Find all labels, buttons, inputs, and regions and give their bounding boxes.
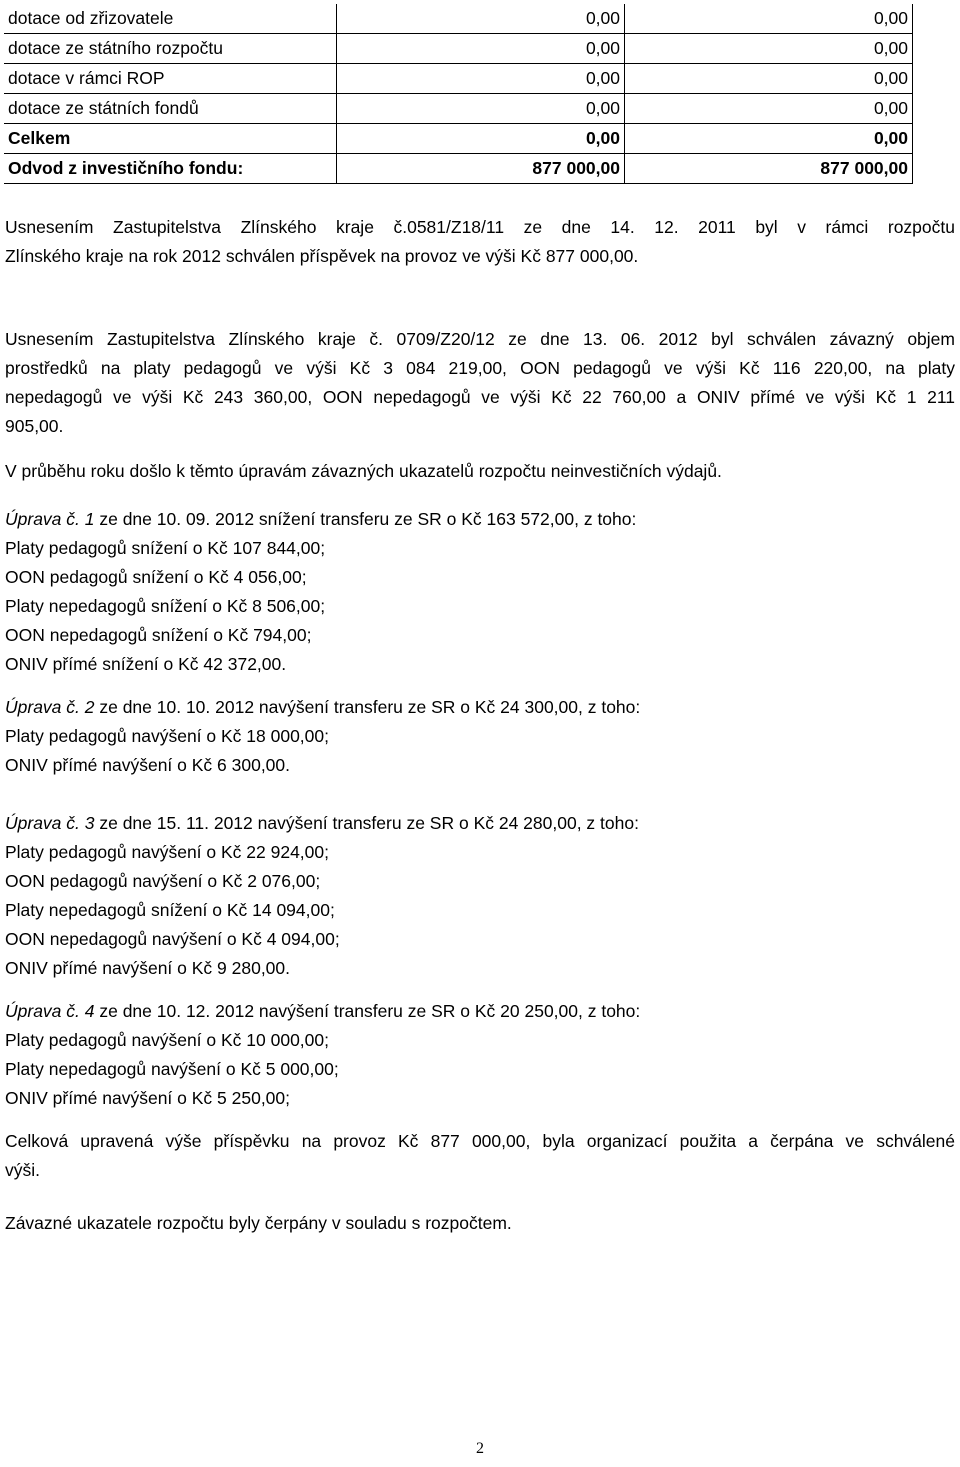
paragraph-binding-volume <box>5 325 955 441</box>
row-label: dotace ze státních fondů <box>4 94 337 124</box>
adjustment-item: Platy pedagogů navýšení o Kč 10 000,00; <box>5 1030 329 1050</box>
adjustment-item: Platy nepedagogů snížení o Kč 14 094,00; <box>5 900 335 920</box>
adjustment-item: OON nepedagogů snížení o Kč 794,00; <box>5 625 312 645</box>
adjustment-item: ONIV přímé navýšení o Kč 6 300,00. <box>5 755 291 775</box>
funding-table-body <box>4 4 913 184</box>
adjustment-label: Úprava č. 1 <box>5 509 95 529</box>
table-row <box>4 124 913 154</box>
paragraph-line: Zlínského kraje na rok 2012 schválen příspěvek na provoz ve výši Kč 877 000,00. <box>5 246 639 266</box>
adjustment-item: ONIV přímé navýšení o Kč 9 280,00. <box>5 958 291 978</box>
paragraph-line: Celková upravená výše příspěvku na provoz Kč 877 000,00, byla organizací použita a čerpána ve schválené <box>5 1131 955 1151</box>
adjustment-item: Platy nepedagogů snížení o Kč 8 506,00; <box>5 596 326 616</box>
adjustment-description: ze dne 10. 12. 2012 navýšení transferu ze SR o Kč 20 250,00, z toho: <box>94 1001 641 1021</box>
adjustment-description: ze dne 10. 09. 2012 snížení transferu ze SR o Kč 163 572,00, z toho: <box>94 509 637 529</box>
table-row <box>4 154 913 184</box>
adjustment-block <box>5 809 955 983</box>
paragraph-approval-2011 <box>5 213 955 271</box>
adjustment-label: Úprava č. 4 <box>5 1001 95 1021</box>
paragraph-line: Usnesením Zastupitelstva Zlínského kraje č.0581/Z18/11 ze dne 14. 12. 2011 byl v rámci rozpočtu <box>5 217 955 237</box>
row-value-1: 0,00 <box>337 124 625 154</box>
row-value-1: 0,00 <box>337 64 625 94</box>
adjustment-item: OON pedagogů snížení o Kč 4 056,00; <box>5 567 307 587</box>
row-value-2: 0,00 <box>625 64 913 94</box>
funding-table <box>4 4 913 184</box>
row-label: dotace od zřizovatele <box>4 4 337 34</box>
adjustment-item: ONIV přímé snížení o Kč 42 372,00. <box>5 654 287 674</box>
adjustment-heading <box>5 505 955 534</box>
adjustment-item: ONIV přímé navýšení o Kč 5 250,00; <box>5 1088 291 1108</box>
paragraph-adjustments-intro <box>5 457 955 486</box>
adjustment-heading <box>5 693 955 722</box>
table-row <box>4 94 913 124</box>
adjustment-block <box>5 997 955 1113</box>
paragraph-line: 905,00. <box>5 416 64 436</box>
row-value-1: 0,00 <box>337 4 625 34</box>
adjustment-item: Platy pedagogů snížení o Kč 107 844,00; <box>5 538 326 558</box>
row-label: Odvod z investičního fondu: <box>4 154 337 184</box>
paragraph-line: prostředků na platy pedagogů ve výši Kč 3 084 219,00, OON pedagogů ve výši Kč 116 220,00, na platy <box>5 358 955 378</box>
paragraph-conclusion <box>5 1209 955 1238</box>
row-value-2: 0,00 <box>625 34 913 64</box>
paragraph-line: V průběhu roku došlo k těmto úpravám závazných ukazatelů rozpočtu neinvestičních výdajů. <box>5 461 722 481</box>
adjustment-heading <box>5 809 955 838</box>
adjustment-heading <box>5 997 955 1026</box>
row-value-2: 0,00 <box>625 4 913 34</box>
table-row <box>4 34 913 64</box>
adjustment-label: Úprava č. 3 <box>5 813 95 833</box>
adjustment-block <box>5 505 955 679</box>
adjustment-item: Platy nepedagogů navýšení o Kč 5 000,00; <box>5 1059 339 1079</box>
row-value-1: 0,00 <box>337 94 625 124</box>
adjustment-block <box>5 693 955 780</box>
page-number: 2 <box>476 1440 484 1457</box>
row-value-2: 0,00 <box>625 94 913 124</box>
paragraph-line: Závazné ukazatele rozpočtu byly čerpány v souladu s rozpočtem. <box>5 1213 512 1233</box>
paragraph-line: Usnesením Zastupitelstva Zlínského kraje č. 0709/Z20/12 ze dne 13. 06. 2012 byl schválen závazný objem <box>5 329 955 349</box>
adjustment-item: Platy pedagogů navýšení o Kč 22 924,00; <box>5 842 329 862</box>
row-label: Celkem <box>4 124 337 154</box>
table-row <box>4 64 913 94</box>
adjustment-item: OON pedagogů navýšení o Kč 2 076,00; <box>5 871 321 891</box>
row-value-2: 0,00 <box>625 124 913 154</box>
adjustment-item: OON nepedagogů navýšení o Kč 4 094,00; <box>5 929 340 949</box>
row-value-1: 0,00 <box>337 34 625 64</box>
adjustment-item: Platy pedagogů navýšení o Kč 18 000,00; <box>5 726 329 746</box>
table-row <box>4 4 913 34</box>
row-label: dotace v rámci ROP <box>4 64 337 94</box>
row-value-1: 877 000,00 <box>337 154 625 184</box>
adjustment-label: Úprava č. 2 <box>5 697 95 717</box>
adjustment-description: ze dne 15. 11. 2012 navýšení transferu ze SR o Kč 24 280,00, z toho: <box>94 813 639 833</box>
adjustment-description: ze dne 10. 10. 2012 navýšení transferu ze SR o Kč 24 300,00, z toho: <box>94 697 641 717</box>
paragraph-total <box>5 1127 955 1185</box>
row-value-2: 877 000,00 <box>625 154 913 184</box>
row-label: dotace ze státního rozpočtu <box>4 34 337 64</box>
paragraph-line: výši. <box>5 1160 40 1180</box>
paragraph-line: nepedagogů ve výši Kč 243 360,00, OON nepedagogů ve výši Kč 22 760,00 a ONIV přímé ve výši Kč 1 211 <box>5 387 955 407</box>
